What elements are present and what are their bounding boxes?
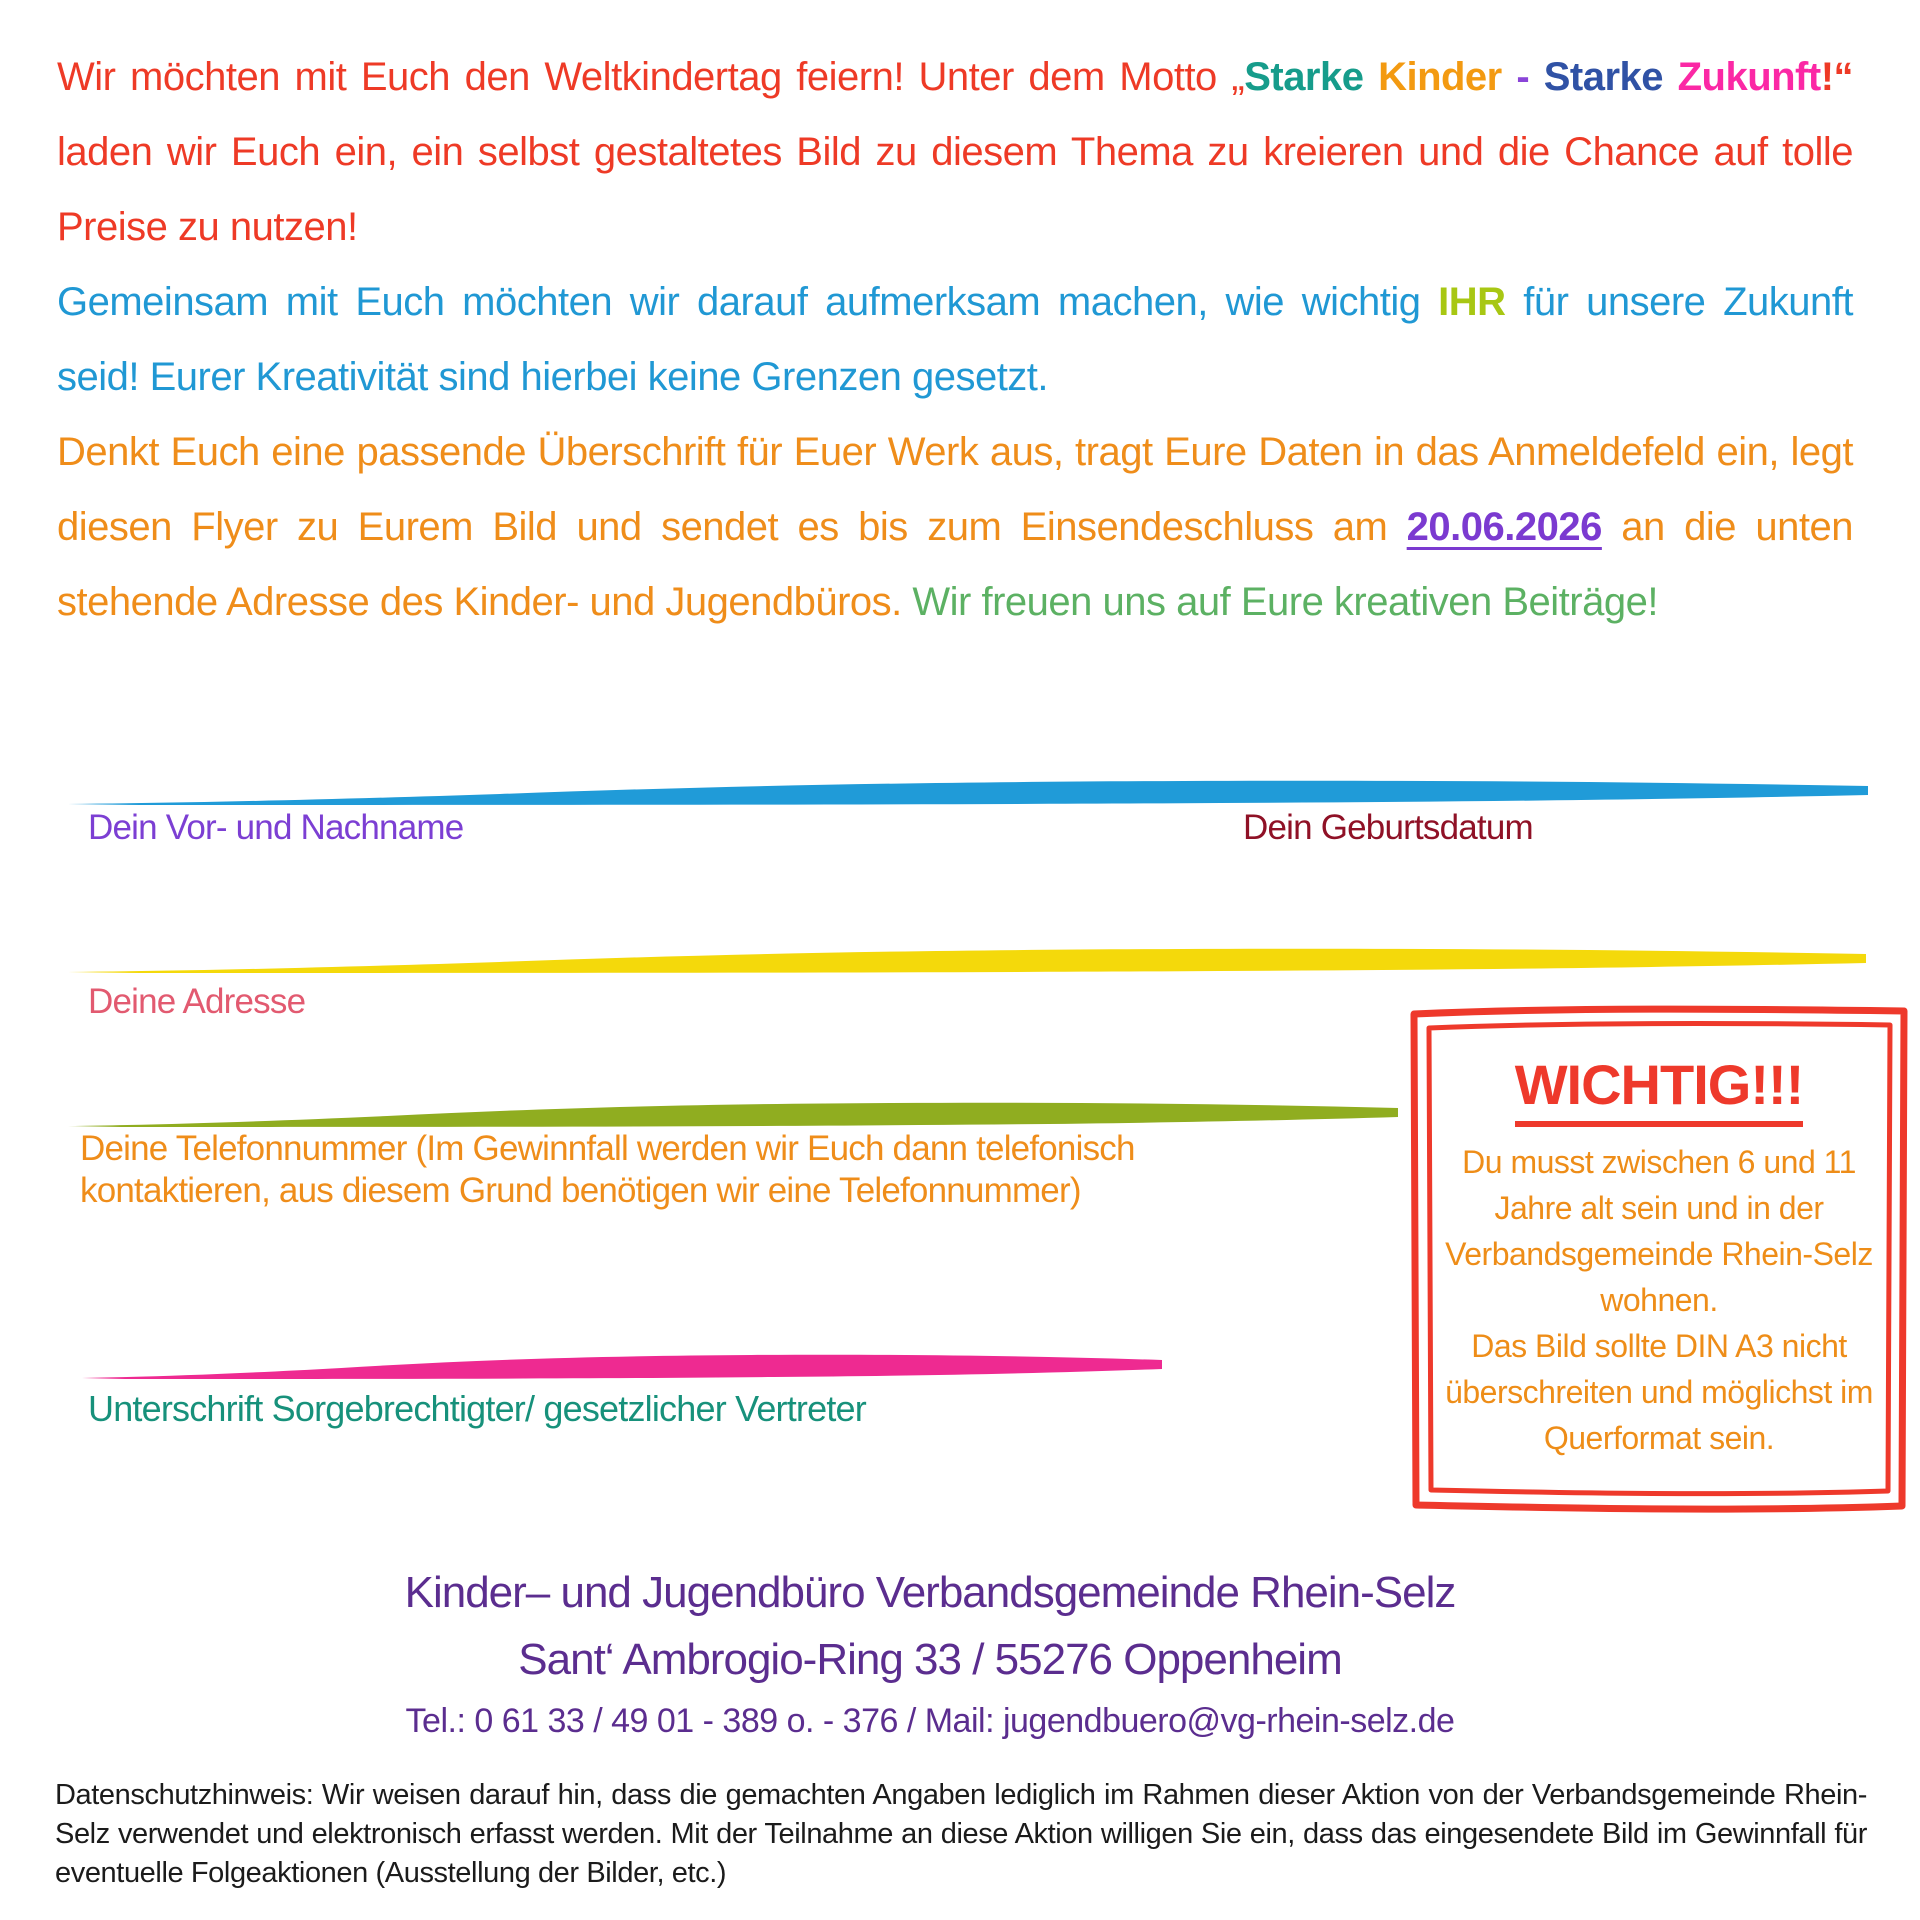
intro-text-block	[57, 40, 1853, 640]
phone-field-label	[80, 1128, 1420, 1212]
name-field-label: Dein Vor- und Nachname	[88, 808, 464, 847]
footer-phone-mail: Tel.: 0 61 33 / 49 01 - 389 o. - 376 / Mail: jugendbuero@vg-rhein-selz.de	[405, 1702, 1455, 1740]
wichtig-title-text: WICHTIG!!!	[1515, 1053, 1804, 1127]
privacy-notice: Datenschutzhinweis: Wir weisen darauf hin, dass die gemachten Angaben lediglich im Rahmen dieser Aktion von der Verbandsgemeinde Rhein-Selz verwendet und elektronisch erfasst werden. Mit der Teilnahme an diese Aktion willigen Sie ein, dass das eingesendete Bild im Gewinnfall für eventuelle Folgeaktionen (Ausstellung der Bilder, etc.)	[55, 1779, 1867, 1889]
signature-field-brush-line	[82, 1352, 1162, 1380]
address-field-label: Deine Adresse	[88, 982, 306, 1021]
deadline-date: 20.06.2026	[1406, 505, 1602, 549]
wichtig-rule-age: Du musst zwischen 6 und 11 Jahre alt sein und in der Verbandsgemeinde Rhein-Selz wohnen.	[1445, 1144, 1873, 1318]
name-field-brush-line	[68, 778, 1868, 806]
birthdate-field-label: Dein Geburtsdatum	[1243, 808, 1533, 847]
p3-orange-text: Denkt Euch eine passende Überschrift für Euer Werk aus, tragt Eure Daten in das Anmeldefeld ein, legt diesen Flyer zu Eurem Bild und sendet es bis zum Einsendeschluss am	[57, 430, 1853, 549]
p1-red-text-rest: laden wir Euch ein, ein selbst gestaltetes Bild zu diesem Thema zu kreieren und die Chance auf tolle Preise zu nutzen!	[57, 130, 1853, 249]
footer-contact-block	[30, 1558, 1830, 1750]
p2-blue-text-rest: für unsere Zukunft seid! Eurer Kreativität sind hierbei keine Grenzen gesetzt.	[57, 280, 1853, 399]
signature-field-label: Unterschrift Sorgebrechtigter/ gesetzlicher Vertreter	[88, 1388, 866, 1429]
intro-paragraph-3	[57, 415, 1853, 640]
p1-red-text: Wir möchten mit Euch den Weltkindertag feiern! Unter dem Motto „	[57, 55, 1245, 99]
footer-organization: Kinder– und Jugendbüro Verbandsgemeinde Rhein-Selz	[404, 1568, 1456, 1617]
motto-starke-teal: Starke	[1244, 55, 1379, 99]
phone-field-label-line2: kontaktieren, aus diesem Grund benötigen wir eine Telefonnummer)	[80, 1171, 1081, 1210]
phone-field-label-line1: Deine Telefonnummer (Im Gewinnfall werden wir Euch dann telefonisch	[80, 1129, 1135, 1168]
motto-kinder-orange: Kinder	[1378, 55, 1517, 99]
motto-zukunft-magenta: Zukunft	[1677, 55, 1821, 99]
address-field-brush-line	[68, 946, 1866, 974]
motto-exclaim-quote: !“	[1820, 55, 1854, 99]
footer-street-address: Sant‘ Ambrogio-Ring 33 / 55276 Oppenheim	[518, 1635, 1342, 1684]
phone-field-brush-line	[68, 1100, 1398, 1128]
p2-blue-text: Gemeinsam mit Euch möchten wir darauf aufmerksam machen, wie wichtig	[57, 280, 1439, 324]
motto-dash-purple: -	[1516, 55, 1544, 99]
wichtig-box	[1405, 1000, 1913, 1515]
p3-green-closing: Wir freuen uns auf Eure kreativen Beiträge!	[912, 580, 1658, 624]
motto-starke-blue: Starke	[1543, 55, 1678, 99]
intro-paragraph-1	[57, 40, 1853, 265]
wichtig-rule-format: Das Bild sollte DIN A3 nicht überschreiten und möglichst im Querformat sein.	[1445, 1328, 1873, 1456]
p3-orange-text-rest: an die unten stehende Adresse des Kinder- und Jugendbüros.	[57, 505, 1853, 624]
wichtig-title	[1405, 1052, 1913, 1117]
intro-paragraph-2	[57, 265, 1853, 415]
p2-ihr-highlight: IHR	[1438, 280, 1506, 324]
